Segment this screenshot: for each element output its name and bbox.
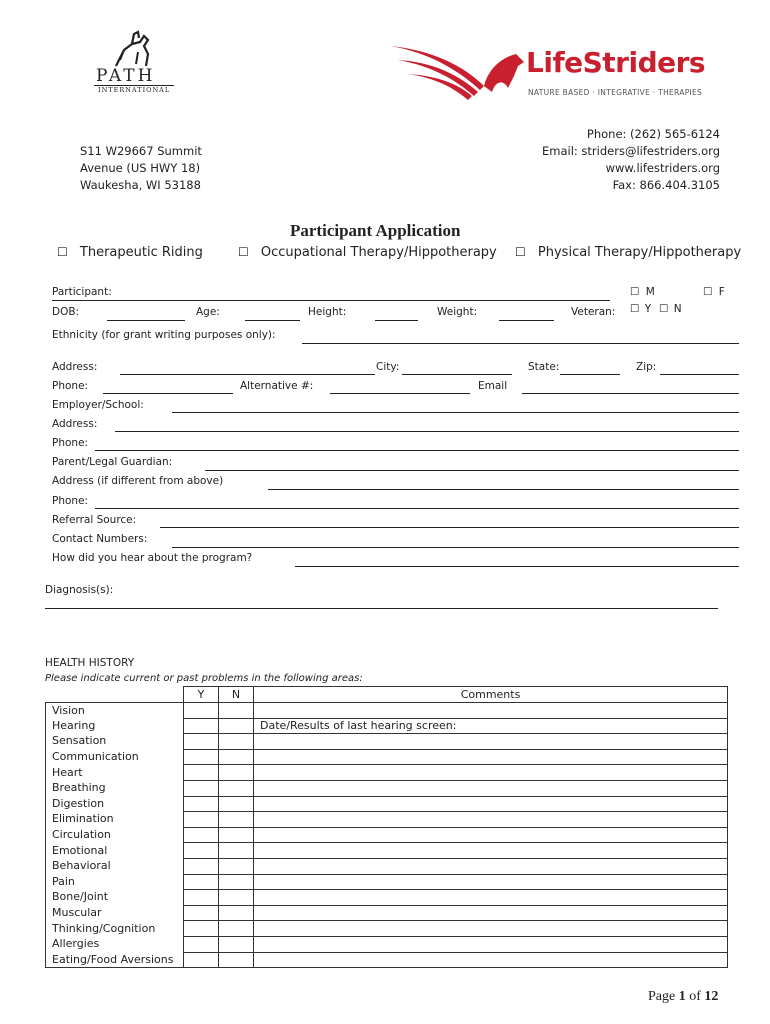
path-logo-title: PATH bbox=[96, 66, 156, 86]
guardian-address-label: Address (if different from above) bbox=[52, 475, 224, 487]
checkbox[interactable]: ☐ bbox=[630, 286, 640, 298]
program-option-riding[interactable] bbox=[57, 245, 203, 260]
guardian-phone-label: Phone: bbox=[52, 495, 89, 507]
row-label: Behavioral bbox=[46, 858, 184, 874]
row-label: Circulation bbox=[46, 827, 184, 843]
page-prefix: Page bbox=[648, 989, 676, 1004]
row-label: Communication bbox=[46, 749, 184, 765]
age-label: Age: bbox=[196, 306, 220, 318]
brand-tagline: NATURE BASED · INTEGRATIVE · THERAPIES bbox=[528, 88, 703, 97]
age-input[interactable] bbox=[245, 320, 300, 321]
row-label: Digestion bbox=[46, 796, 184, 812]
page-total: 12 bbox=[704, 989, 719, 1004]
table-row bbox=[46, 952, 728, 968]
header-blank bbox=[46, 687, 184, 703]
row-label: Thinking/Cognition bbox=[46, 921, 184, 937]
health-history-title: HEALTH HISTORY bbox=[45, 657, 135, 669]
comment-cell[interactable] bbox=[254, 936, 728, 952]
employer-phone-label: Phone: bbox=[52, 437, 89, 449]
yes-cell[interactable] bbox=[184, 874, 219, 890]
row-label: Vision bbox=[46, 703, 184, 719]
table-row bbox=[46, 858, 728, 874]
comment-cell[interactable] bbox=[254, 780, 728, 796]
path-logo-divider bbox=[94, 85, 174, 86]
veteran-label: Veteran: bbox=[571, 306, 616, 318]
no-cell[interactable] bbox=[219, 827, 254, 843]
yes-cell[interactable] bbox=[184, 858, 219, 874]
comment-cell[interactable] bbox=[254, 874, 728, 890]
comment-cell[interactable] bbox=[254, 921, 728, 937]
phone-label: Phone: bbox=[52, 380, 89, 392]
column-header-n: N bbox=[219, 687, 254, 703]
participant-label: Participant: bbox=[52, 286, 112, 298]
address-line-1: S11 W29667 Summit bbox=[80, 144, 202, 158]
y-label: Y bbox=[644, 303, 652, 315]
checkbox[interactable]: ☐ bbox=[703, 286, 713, 298]
employer-input[interactable] bbox=[172, 412, 739, 413]
sex-m-option[interactable] bbox=[630, 286, 655, 298]
comment-cell[interactable] bbox=[254, 890, 728, 906]
table-row bbox=[46, 703, 728, 719]
n-label: N bbox=[673, 303, 682, 315]
row-label: Elimination bbox=[46, 812, 184, 828]
comment-cell[interactable] bbox=[254, 734, 728, 750]
no-cell[interactable] bbox=[219, 874, 254, 890]
no-cell[interactable] bbox=[219, 812, 254, 828]
guardian-address-input[interactable] bbox=[268, 489, 739, 490]
column-header-y: Y bbox=[184, 687, 219, 703]
row-label: Emotional bbox=[46, 843, 184, 859]
alternative-input[interactable] bbox=[330, 393, 470, 394]
email-input[interactable] bbox=[522, 393, 739, 394]
heard-label: How did you hear about the program? bbox=[52, 552, 253, 564]
guardian-label: Parent/Legal Guardian: bbox=[52, 456, 173, 468]
dob-input[interactable] bbox=[107, 320, 185, 321]
program-label: Occupational Therapy/Hippotherapy bbox=[260, 245, 497, 260]
comment-cell[interactable] bbox=[254, 812, 728, 828]
ethnicity-input[interactable] bbox=[302, 343, 739, 344]
city-label: City: bbox=[376, 361, 400, 373]
heard-input[interactable] bbox=[295, 566, 739, 567]
weight-label: Weight: bbox=[437, 306, 478, 318]
yes-cell[interactable] bbox=[184, 905, 219, 921]
diagnosis-label: Diagnosis(s): bbox=[45, 584, 114, 596]
row-label: Heart bbox=[46, 765, 184, 781]
row-label: Pain bbox=[46, 874, 184, 890]
contact-numbers-input[interactable] bbox=[172, 547, 739, 548]
path-international-logo bbox=[86, 30, 186, 105]
no-cell[interactable] bbox=[219, 765, 254, 781]
address-label: Address: bbox=[52, 361, 98, 373]
row-label: Eating/Food Aversions bbox=[46, 952, 184, 968]
yes-cell[interactable] bbox=[184, 703, 219, 719]
yes-cell[interactable] bbox=[184, 827, 219, 843]
table-row bbox=[46, 827, 728, 843]
m-label: M bbox=[645, 286, 655, 298]
row-label: Bone/Joint bbox=[46, 890, 184, 906]
comment-cell[interactable] bbox=[254, 858, 728, 874]
lifestriders-logo bbox=[388, 40, 733, 106]
address-line-2: Avenue (US HWY 18) bbox=[80, 161, 201, 175]
table-row bbox=[46, 843, 728, 859]
page-of: of bbox=[689, 989, 701, 1004]
comment-cell[interactable] bbox=[254, 796, 728, 812]
health-history-table bbox=[45, 686, 728, 968]
comment-cell[interactable] bbox=[254, 703, 728, 719]
winged-horse-icon bbox=[388, 40, 528, 106]
state-label: State: bbox=[528, 361, 560, 373]
no-cell[interactable] bbox=[219, 952, 254, 968]
zip-label: Zip: bbox=[636, 361, 657, 373]
contact-website[interactable]: www.lifestriders.org bbox=[605, 161, 720, 175]
yes-cell[interactable] bbox=[184, 765, 219, 781]
no-cell[interactable] bbox=[219, 936, 254, 952]
phone-input[interactable] bbox=[103, 393, 233, 394]
height-input[interactable] bbox=[375, 320, 418, 321]
contact-numbers-label: Contact Numbers: bbox=[52, 533, 148, 545]
comment-cell[interactable] bbox=[254, 765, 728, 781]
no-cell[interactable] bbox=[219, 858, 254, 874]
comment-cell[interactable] bbox=[254, 843, 728, 859]
no-cell[interactable] bbox=[219, 890, 254, 906]
table-row bbox=[46, 936, 728, 952]
checkbox[interactable]: ☐ bbox=[57, 245, 68, 259]
brand-name: LifeStriders bbox=[526, 46, 706, 79]
checkbox[interactable]: ☐ bbox=[238, 245, 249, 259]
yes-cell[interactable] bbox=[184, 843, 219, 859]
f-label: F bbox=[718, 286, 725, 298]
comment-cell[interactable] bbox=[254, 827, 728, 843]
yes-cell[interactable] bbox=[184, 734, 219, 750]
health-history-instruction: Please indicate current or past problems in the following areas: bbox=[45, 673, 363, 684]
row-label: Hearing bbox=[46, 718, 184, 734]
height-label: Height: bbox=[308, 306, 347, 318]
dob-label: DOB: bbox=[52, 306, 80, 318]
city-input[interactable] bbox=[402, 374, 512, 375]
yes-cell[interactable] bbox=[184, 921, 219, 937]
sex-f-option[interactable] bbox=[703, 286, 725, 298]
address-line-3: Waukesha, WI 53188 bbox=[80, 178, 201, 192]
checkbox[interactable]: ☐ bbox=[630, 303, 640, 315]
yes-cell[interactable] bbox=[184, 796, 219, 812]
comment-cell[interactable] bbox=[254, 905, 728, 921]
no-cell[interactable] bbox=[219, 905, 254, 921]
program-label: Therapeutic Riding bbox=[79, 245, 203, 260]
table-row bbox=[46, 796, 728, 812]
horse-rider-icon bbox=[86, 30, 186, 70]
no-cell[interactable] bbox=[219, 749, 254, 765]
row-label: Muscular bbox=[46, 905, 184, 921]
employer-address-input[interactable] bbox=[115, 431, 739, 432]
page-number bbox=[648, 989, 718, 1005]
checkbox[interactable]: ☐ bbox=[515, 245, 526, 259]
guardian-input[interactable] bbox=[205, 470, 739, 471]
table-row bbox=[46, 812, 728, 828]
yes-cell[interactable] bbox=[184, 936, 219, 952]
program-label: Physical Therapy/Hippotherapy bbox=[537, 245, 742, 260]
state-input[interactable] bbox=[560, 374, 620, 375]
table-header-row bbox=[46, 687, 728, 703]
form-title: Participant Application bbox=[290, 221, 461, 240]
contact-email[interactable]: Email: striders@lifestriders.org bbox=[541, 144, 720, 158]
no-cell[interactable] bbox=[219, 921, 254, 937]
referral-input[interactable] bbox=[160, 527, 739, 528]
diagnosis-input[interactable] bbox=[45, 608, 718, 609]
table-row bbox=[46, 890, 728, 906]
table-row bbox=[46, 874, 728, 890]
yes-cell[interactable] bbox=[184, 952, 219, 968]
referral-label: Referral Source: bbox=[52, 514, 137, 526]
page-current: 1 bbox=[678, 989, 686, 1004]
no-cell[interactable] bbox=[219, 703, 254, 719]
row-label: Allergies bbox=[46, 936, 184, 952]
alternative-label: Alternative #: bbox=[240, 380, 314, 392]
veteran-yes-option[interactable] bbox=[630, 303, 651, 315]
employer-phone-input[interactable] bbox=[95, 450, 739, 451]
guardian-phone-input[interactable] bbox=[95, 508, 739, 509]
yes-cell[interactable] bbox=[184, 749, 219, 765]
no-cell[interactable] bbox=[219, 843, 254, 859]
yes-cell[interactable] bbox=[184, 890, 219, 906]
weight-input[interactable] bbox=[499, 320, 554, 321]
table-row bbox=[46, 749, 728, 765]
row-label: Sensation bbox=[46, 734, 184, 750]
path-logo-subtitle: INTERNATIONAL bbox=[98, 86, 171, 94]
contact-fax: Fax: 866.404.3105 bbox=[612, 178, 720, 192]
no-cell[interactable] bbox=[219, 780, 254, 796]
no-cell[interactable] bbox=[219, 718, 254, 734]
yes-cell[interactable] bbox=[184, 718, 219, 734]
employer-label: Employer/School: bbox=[52, 399, 144, 411]
yes-cell[interactable] bbox=[184, 780, 219, 796]
comment-cell[interactable]: Date/Results of last hearing screen: bbox=[254, 718, 728, 734]
table-row bbox=[46, 921, 728, 937]
contact-phone: Phone: (262) 565-6124 bbox=[586, 127, 720, 141]
table-row bbox=[46, 905, 728, 921]
program-option-pt[interactable] bbox=[515, 245, 741, 260]
veteran-no-option[interactable] bbox=[659, 303, 682, 315]
table-row bbox=[46, 780, 728, 796]
zip-input[interactable] bbox=[660, 374, 739, 375]
email-label: Email bbox=[478, 380, 508, 392]
table-row bbox=[46, 718, 728, 734]
checkbox[interactable]: ☐ bbox=[659, 303, 669, 315]
comment-cell[interactable] bbox=[254, 952, 728, 968]
participant-input[interactable] bbox=[52, 300, 610, 301]
ethnicity-label: Ethnicity (for grant writing purposes only): bbox=[52, 329, 276, 341]
column-header-comments: Comments bbox=[254, 687, 728, 703]
comment-cell[interactable] bbox=[254, 749, 728, 765]
table-row bbox=[46, 765, 728, 781]
yes-cell[interactable] bbox=[184, 812, 219, 828]
employer-address-label: Address: bbox=[52, 418, 98, 430]
no-cell[interactable] bbox=[219, 734, 254, 750]
row-label: Breathing bbox=[46, 780, 184, 796]
address-input[interactable] bbox=[120, 374, 375, 375]
program-option-ot[interactable] bbox=[238, 245, 497, 260]
table-row bbox=[46, 734, 728, 750]
no-cell[interactable] bbox=[219, 796, 254, 812]
